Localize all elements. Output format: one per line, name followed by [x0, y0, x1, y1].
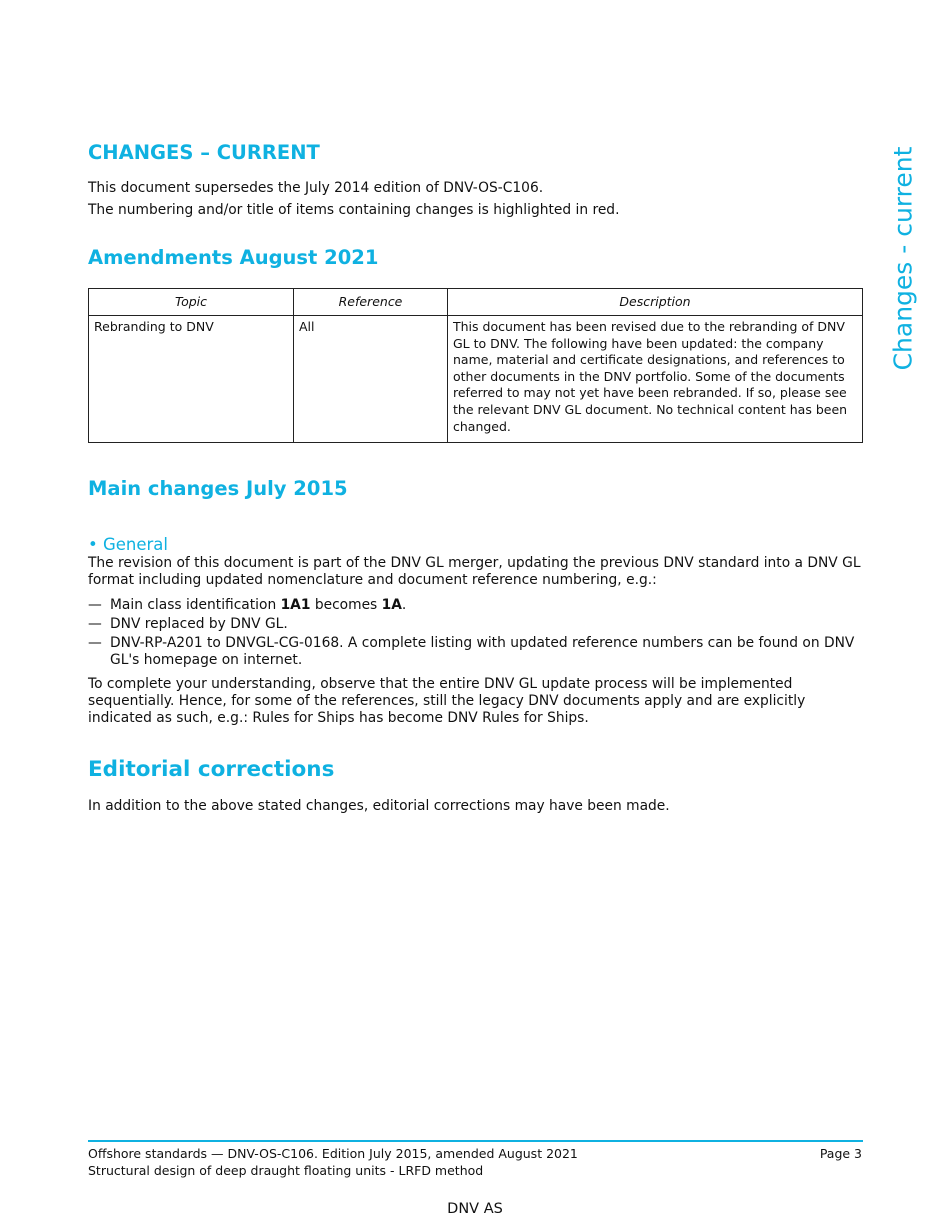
dash-marker: — [88, 616, 102, 632]
header-reference: Reference [294, 289, 448, 316]
cell-topic: Rebranding to DNV [89, 316, 294, 443]
dash-marker: — [88, 597, 102, 613]
general-subheading: • General [88, 535, 169, 554]
list-item-text: DNV replaced by DNV GL. [110, 616, 288, 632]
cell-reference: All [294, 316, 448, 443]
header-topic: Topic [89, 289, 294, 316]
cell-description: This document has been revised due to the rebranding of DNV GL to DNV. The following have been updated: the company name, material and certificate designations, and references to other documents in the DNV portfolio. Some of the documents referred to may not yet have been rebranded. If so, please see the relevant DNV GL document. No technical content has been changed. [448, 316, 863, 443]
table-header-row [89, 289, 863, 316]
footer-title-line: Structural design of deep draught floating units - LRFD method [88, 1163, 484, 1178]
merger-intro-text: The revision of this document is part of the DNV GL merger, updating the previous DNV standard into a DNV GL format including updated nomenclature and document reference numbering, e.g.: [88, 555, 861, 588]
footer-organization: DNV AS [447, 1201, 503, 1217]
amendments-table [88, 288, 863, 443]
list-item-text: DNV-RP-A201 to DNVGL-CG-0168. A complete listing with updated reference numbers can be found on DNV GL's homepage on internet. [110, 635, 855, 668]
list-item [88, 597, 863, 614]
highlight-note-text: The numbering and/or title of items containing changes is highlighted in red. [88, 202, 620, 218]
supersedes-text: This document supersedes the July 2014 edition of DNV-OS-C106. [88, 180, 544, 196]
closing-text: To complete your understanding, observe that the entire DNV GL update process will be implemented sequentially. Hence, for some of the references, still the legacy DNV documents apply and are explicitly indicated as such, e.g.: Rules for Ships has become DNV Rules for Ships. [88, 676, 806, 726]
side-section-label: Changes - current [888, 146, 918, 370]
changes-current-heading: CHANGES – CURRENT [88, 141, 320, 164]
footer-standard-line: Offshore standards — DNV-OS-C106. Edition July 2015, amended August 2021 [88, 1146, 578, 1161]
table-row [89, 316, 863, 443]
header-description: Description [448, 289, 863, 316]
page-number: Page 3 [819, 1146, 862, 1161]
main-changes-heading: Main changes July 2015 [88, 477, 348, 500]
dash-marker: — [88, 635, 102, 651]
amendments-heading: Amendments August 2021 [88, 246, 379, 269]
list-item [88, 616, 863, 633]
editorial-heading: Editorial corrections [88, 757, 335, 782]
list-item-text: Main class identification 1A1 becomes 1A. [110, 597, 407, 613]
list-item [88, 635, 863, 669]
editorial-text: In addition to the above stated changes, editorial corrections may have been made. [88, 798, 670, 814]
footer-divider [88, 1140, 863, 1142]
